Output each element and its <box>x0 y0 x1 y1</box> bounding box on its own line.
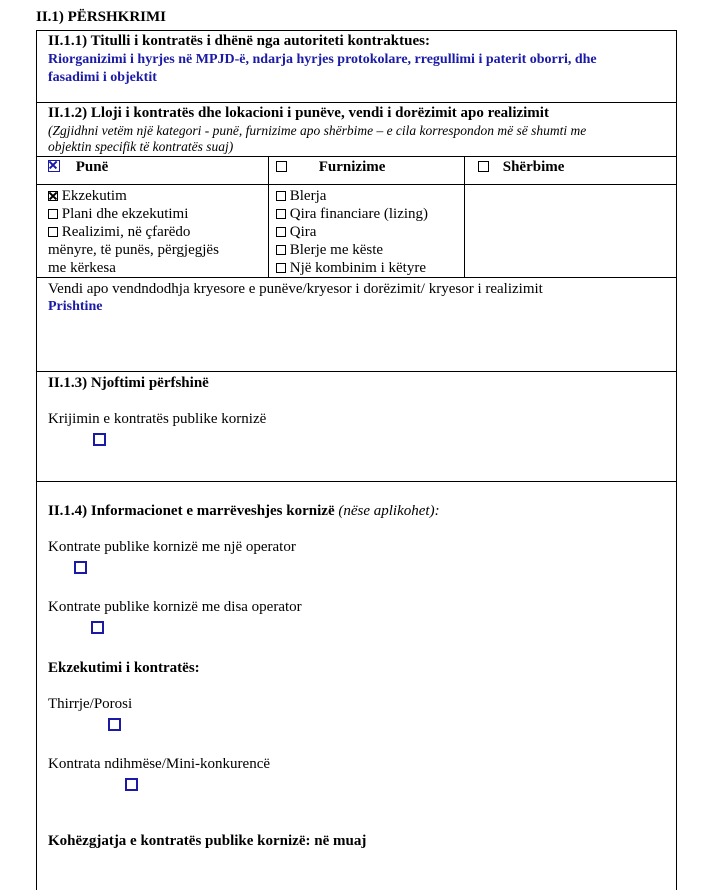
s114-heading: II.1.4) Informacionet e marrëveshjes kornizë <box>48 503 335 519</box>
pune-options <box>48 187 219 277</box>
checked-checkbox-icon[interactable] <box>48 160 60 172</box>
contract-title-line1: Riorganizimi i hyrjes në MPJD-ë, ndarja hyrjes protokolare, rregullimi i paterit oborri, dhe <box>48 52 597 67</box>
option-label: Realizimi, në çfarëdo <box>61 224 191 240</box>
pune-option[interactable] <box>48 205 219 223</box>
exec-option2-label: Kontrata ndihmëse/Mini-konkurencë <box>48 756 271 772</box>
checked-checkbox-icon[interactable] <box>48 191 58 201</box>
location-label: Vendi apo vendndodhja kryesore e punëve/kryesor i dorëzimit/ kryesor i realizimit <box>48 281 543 297</box>
divider <box>36 481 677 482</box>
option-label: Një kombinim i këtyre <box>289 260 426 276</box>
furnizime-option[interactable] <box>276 241 428 259</box>
checkbox-icon[interactable] <box>276 227 286 237</box>
divider <box>36 102 677 103</box>
s111-heading: II.1.1) Titulli i kontratës i dhënë nga autoriteti kontraktues: <box>48 33 430 49</box>
furnizime-option[interactable] <box>276 187 428 205</box>
checkbox-icon[interactable] <box>91 621 104 634</box>
checkbox-icon[interactable] <box>276 161 287 172</box>
s114-heading-row <box>48 503 440 520</box>
s114-heading-note: (nëse aplikohet): <box>338 503 440 519</box>
option-continuation: me kërkesa <box>48 260 116 276</box>
pune-option[interactable] <box>48 187 219 205</box>
s112-note-line2: objektin specifik të kontratës suaj) <box>48 139 234 154</box>
divider <box>36 277 677 278</box>
s113-option-label: Krijimin e kontratës publike kornizë <box>48 411 267 427</box>
framework-option1-label: Kontrate publike kornizë me një operator <box>48 539 296 555</box>
checkbox-icon[interactable] <box>48 209 58 219</box>
exec-option1-label: Thirrje/Porosi <box>48 696 133 712</box>
divider <box>36 371 677 372</box>
location-value: Prishtine <box>48 299 103 314</box>
divider <box>36 156 677 157</box>
checkbox-icon[interactable] <box>478 161 489 172</box>
furnizime-option[interactable] <box>276 223 428 241</box>
category-furnizime[interactable] <box>276 159 385 176</box>
checkbox-icon[interactable] <box>276 263 286 273</box>
checkbox-icon[interactable] <box>276 191 286 201</box>
option-label: Blerje me këste <box>289 242 384 258</box>
pune-option[interactable] <box>48 223 219 241</box>
option-label: Ekzekutim <box>61 188 127 204</box>
category-label: Furnizime <box>318 159 386 175</box>
category-pune[interactable] <box>48 159 108 176</box>
checkbox-icon[interactable] <box>74 561 87 574</box>
checkbox-icon[interactable] <box>93 433 106 446</box>
furnizime-option[interactable] <box>276 205 428 223</box>
option-label: Qira <box>289 224 317 240</box>
checkbox-icon[interactable] <box>108 718 121 731</box>
category-label: Shërbime <box>502 159 565 175</box>
divider <box>36 184 677 185</box>
option-label: Blerja <box>289 188 327 204</box>
s113-heading: II.1.3) Njoftimi përfshinë <box>48 375 209 391</box>
checkbox-icon[interactable] <box>276 245 286 255</box>
furnizime-option[interactable] <box>276 259 428 277</box>
checkbox-icon[interactable] <box>48 227 58 237</box>
execution-heading: Ekzekutimi i kontratës: <box>48 660 200 676</box>
category-label: Punë <box>75 159 109 175</box>
option-label: Qira financiare (lizing) <box>289 206 429 222</box>
duration-heading: Kohëzgjatja e kontratës publike kornizë: në muaj <box>48 833 367 849</box>
framework-option2-label: Kontrate publike kornizë me disa operator <box>48 599 302 615</box>
contract-title-line2: fasadimi i objektit <box>48 70 157 85</box>
option-label: Plani dhe ekzekutimi <box>61 206 189 222</box>
s112-note-line1: (Zgjidhni vetëm një kategori - punë, furnizime apo shërbime – e cila korrespondon më së shumti me <box>48 123 587 138</box>
section-title: II.1) PËRSHKRIMI <box>36 9 167 25</box>
checkbox-icon[interactable] <box>276 209 286 219</box>
column-divider <box>464 156 465 277</box>
option-continuation: mënyre, të punës, përgjegjës <box>48 242 219 258</box>
s112-heading: II.1.2) Lloji i kontratës dhe lokacioni i punëve, vendi i dorëzimit apo realizimit <box>48 105 549 121</box>
category-sherbime[interactable] <box>478 159 564 176</box>
furnizime-options <box>276 187 428 277</box>
column-divider <box>268 156 269 277</box>
checkbox-icon[interactable] <box>125 778 138 791</box>
